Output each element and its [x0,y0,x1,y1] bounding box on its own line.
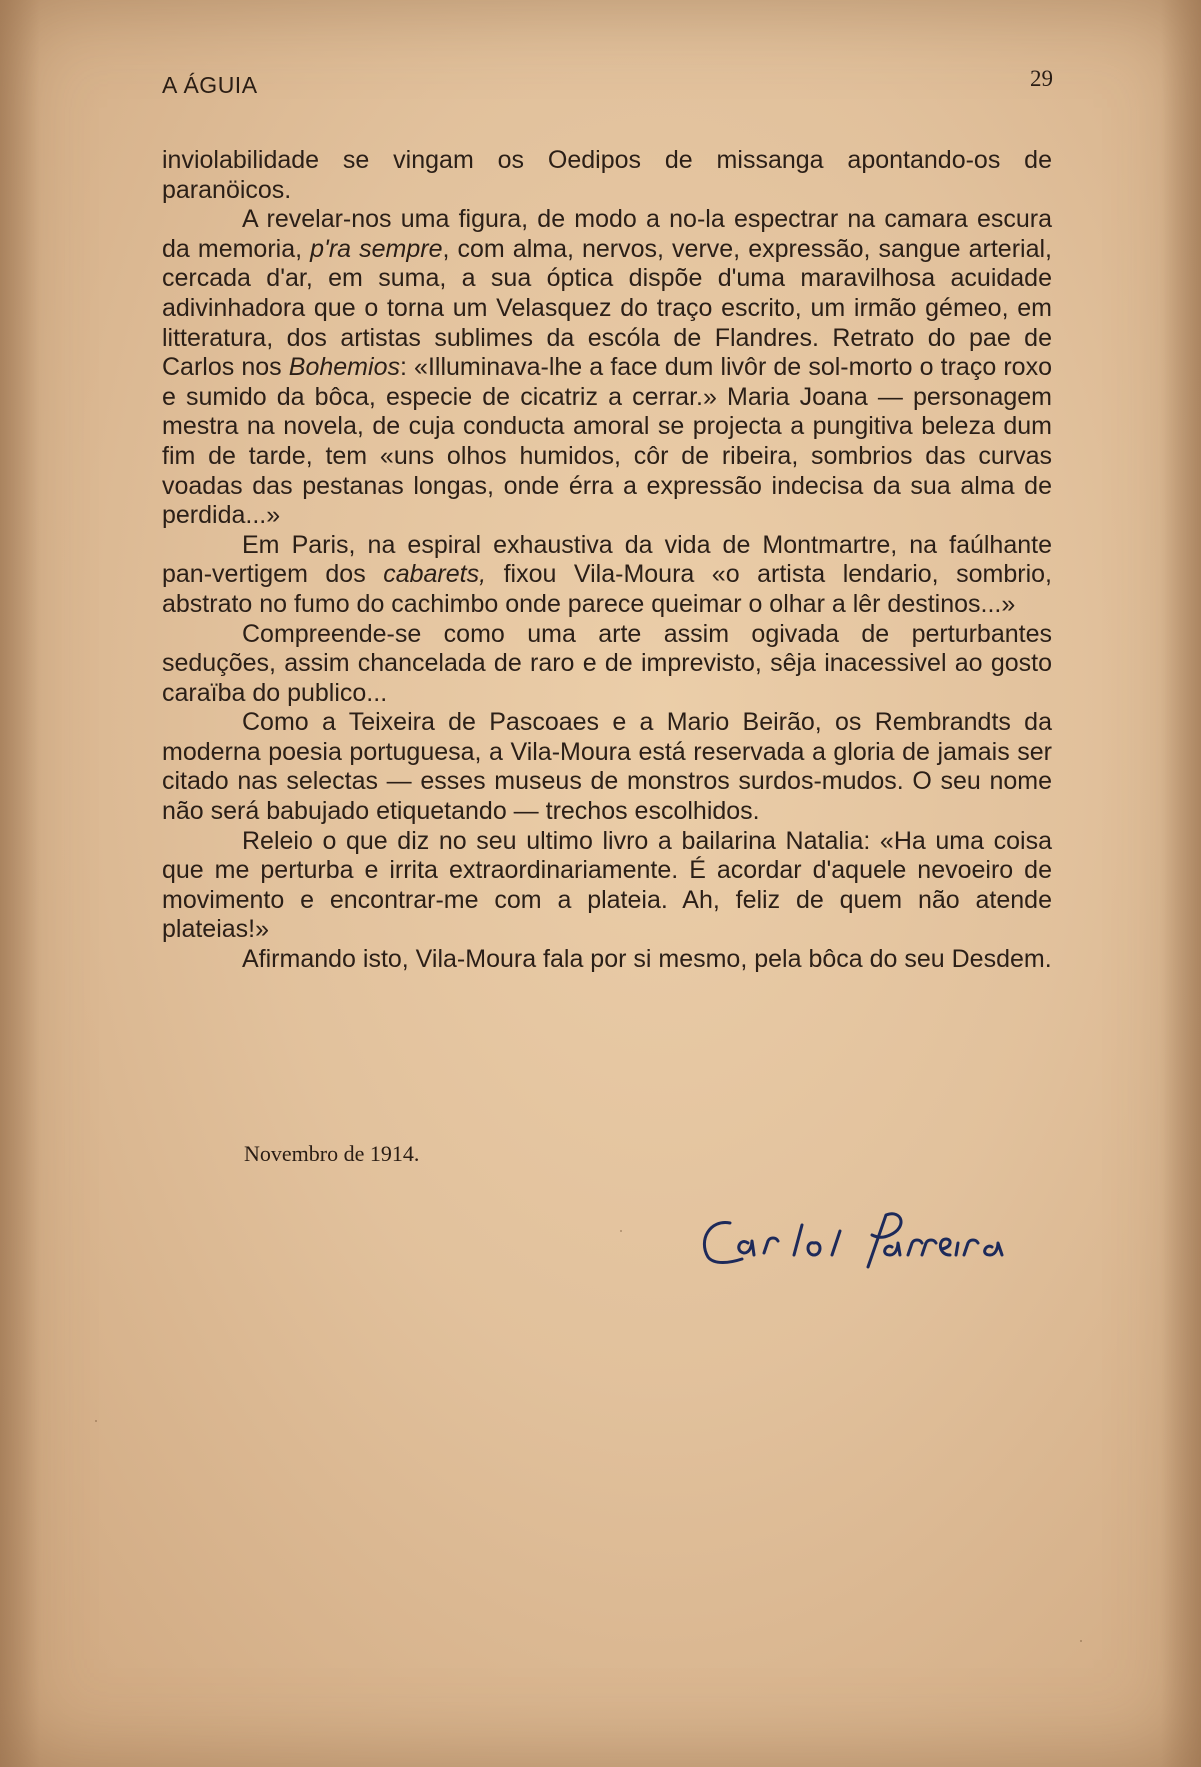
running-head: A ÁGUIA [162,72,258,98]
paragraph-3 [162,531,1052,620]
paragraph-6: Releio o que diz no seu ultimo livro a bailarina Natalia: «Ha uma coisa que me perturba e irrita extraordinariamente. É acordar d'aquele nevoeiro de movimento e encontrar-me com a plateia. Ah, feliz de quem não atende plateias!» [162,826,1052,944]
paper-fleck [1080,1640,1082,1642]
paper-fleck [95,1420,97,1422]
paragraph-2-italic-2: Bohemios [288,353,400,382]
page-number: 29 [1030,66,1053,91]
paragraph-4: Compreende-se como uma arte assim ogivada de perturbantes seduções, assim chancelada de raro e de imprevisto, sêja inacessivel ao gosto caraïba do publico... [162,619,1052,707]
paragraph-3-text-a: Em Paris, na espiral exhaustiva da vida de Montmartre, na faúlhante pan-vertigem dos [162,530,1052,589]
paragraph-2-text-b: , com alma, nervos, verve, expressão, sangue arterial, cercada d'ar, em suma, a sua óptica dispõe d'uma maravilhosa acuidade adivinhadora que o torna um Velasquez do traço escrito, um irmão gémeo, em litteratura, dos artistas sublimes da escóla de Flandres. Retrato do pae de Carlos nos [162,234,1052,382]
paragraph-5: Como a Teixeira de Pascoaes e a Mario Beirão, os Rembrandts da moderna poesia portuguesa, a Vila-Moura está reservada a gloria de jamais ser citado nas selectas — esses museus de monstros surdos-mudos. O seu nome não será babujado etiquetando — trechos escolhidos. [162,708,1052,826]
page-edge-left [0,0,40,1767]
paragraph-3-italic: cabarets, [383,560,487,589]
paragraph-2 [162,205,1052,531]
paragraph-3-text-b: fixou Vila-Moura «o artista lendario, sombrio, abstrato no fumo do cachimbo onde parece queimar o olhar a lêr destinos...» [162,560,1052,618]
paper-fleck [1003,280,1005,282]
paragraph-7: Afirmando isto, Vila-Moura fala por si mesmo, pela bôca do seu Desdem. [242,945,1052,974]
page-edge-right [1161,0,1201,1767]
paragraph-2-text-a: A revelar-nos uma figura, de modo a no-la espectrar na camara escura da memoria, [162,205,1052,263]
paragraph-1: inviolabilidade se vingam os Oedipos de missanga apontando-os de paranöicos. [162,146,1052,204]
date-line: Novembro de 1914. [244,1141,420,1166]
paper-fleck [620,1230,622,1232]
paragraph-2-italic-1: p'ra sempre [310,234,443,263]
handwritten-signature [690,1195,1050,1280]
paragraph-2-text-c: : «Illuminava-lhe a face dum livôr de sol-morto o traço roxo e sumido da bôca, especie de cicatriz a cerrar.» Maria Joana — personagem mestra na novela, de cuja conducta amoral se projecta a pungitiva beleza dum fim de tarde, tem «uns olhos humidos, côr de ribeira, sombrios das curvas voadas das pestanas longas, onde érra a expressão indecisa da sua alma de perdida...» [162,353,1052,530]
body-text [162,146,1052,975]
